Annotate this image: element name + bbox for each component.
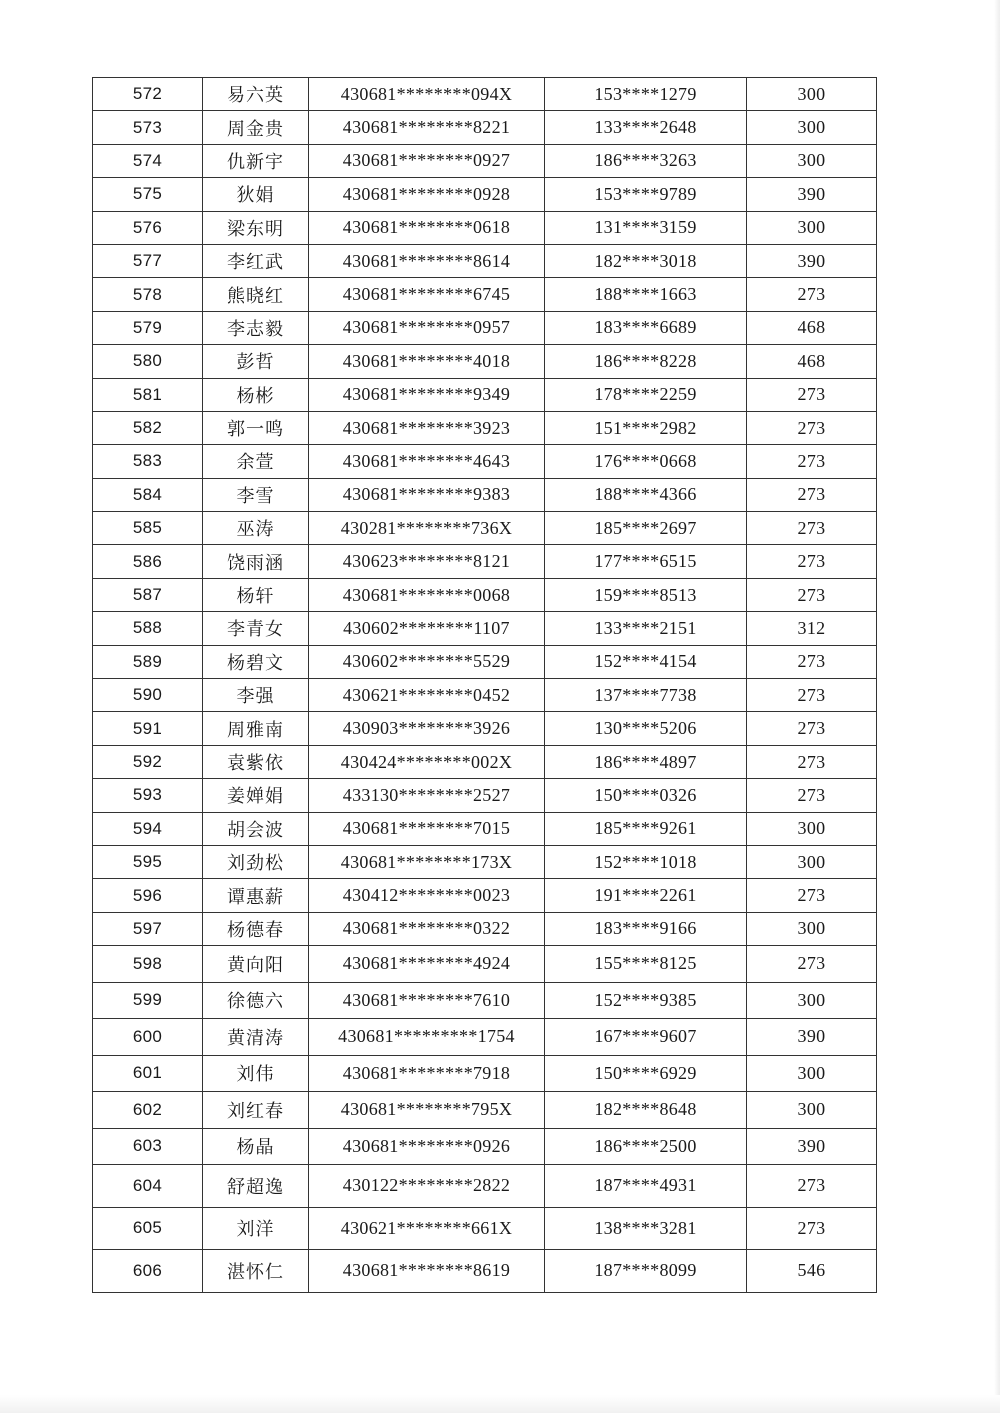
amount-cell: 273: [747, 478, 877, 511]
table-row: [93, 779, 877, 812]
row-number-cell: 603: [93, 1128, 203, 1165]
amount-cell: 300: [747, 111, 877, 144]
row-number-cell: 575: [93, 178, 203, 211]
table-row: [93, 1128, 877, 1165]
amount-cell: 300: [747, 144, 877, 177]
id-number-cell: 430621********661X: [309, 1207, 545, 1250]
phone-cell: 186****2500: [545, 1128, 747, 1165]
name-cell: 刘劲松: [203, 845, 309, 878]
row-number-cell: 579: [93, 311, 203, 344]
table-row: [93, 445, 877, 478]
id-number-cell: 430903********3926: [309, 712, 545, 745]
table-row: [93, 745, 877, 778]
table-row: [93, 244, 877, 277]
row-number-cell: 576: [93, 211, 203, 244]
table-row: [93, 278, 877, 311]
table-row: [93, 378, 877, 411]
amount-cell: 300: [747, 912, 877, 945]
amount-cell: 273: [747, 779, 877, 812]
table-row: [93, 411, 877, 444]
phone-cell: 183****6689: [545, 311, 747, 344]
record-table: [92, 77, 877, 1293]
name-cell: 梁东明: [203, 211, 309, 244]
name-cell: 舒超逸: [203, 1165, 309, 1208]
name-cell: 郭一鸣: [203, 411, 309, 444]
table-row: [93, 712, 877, 745]
name-cell: 饶雨涵: [203, 545, 309, 578]
table-row: [93, 1207, 877, 1250]
phone-cell: 177****6515: [545, 545, 747, 578]
table-row: [93, 545, 877, 578]
table-row: [93, 478, 877, 511]
table-row: [93, 1165, 877, 1208]
name-cell: 李雪: [203, 478, 309, 511]
id-number-cell: 430602********1107: [309, 612, 545, 645]
phone-cell: 138****3281: [545, 1207, 747, 1250]
phone-cell: 176****0668: [545, 445, 747, 478]
row-number-cell: 578: [93, 278, 203, 311]
phone-cell: 191****2261: [545, 879, 747, 912]
row-number-cell: 589: [93, 645, 203, 678]
amount-cell: 468: [747, 311, 877, 344]
id-number-cell: 430681********0322: [309, 912, 545, 945]
phone-cell: 183****9166: [545, 912, 747, 945]
name-cell: 徐德六: [203, 982, 309, 1019]
table-row: [93, 345, 877, 378]
phone-cell: 151****2982: [545, 411, 747, 444]
phone-cell: 187****8099: [545, 1250, 747, 1293]
name-cell: 胡会波: [203, 812, 309, 845]
id-number-cell: 430681********3923: [309, 411, 545, 444]
name-cell: 仇新宇: [203, 144, 309, 177]
phone-cell: 152****1018: [545, 845, 747, 878]
phone-cell: 155****8125: [545, 946, 747, 983]
phone-cell: 153****1279: [545, 78, 747, 111]
row-number-cell: 599: [93, 982, 203, 1019]
amount-cell: 390: [747, 1128, 877, 1165]
phone-cell: 159****8513: [545, 578, 747, 611]
id-number-cell: 430681********0068: [309, 578, 545, 611]
row-number-cell: 583: [93, 445, 203, 478]
row-number-cell: 593: [93, 779, 203, 812]
phone-cell: 152****9385: [545, 982, 747, 1019]
id-number-cell: 430681********0927: [309, 144, 545, 177]
amount-cell: 273: [747, 712, 877, 745]
id-number-cell: 430681********173X: [309, 845, 545, 878]
id-number-cell: 430281********736X: [309, 512, 545, 545]
amount-cell: 273: [747, 679, 877, 712]
id-number-cell: 430412********0023: [309, 879, 545, 912]
amount-cell: 273: [747, 1165, 877, 1208]
phone-cell: 130****5206: [545, 712, 747, 745]
row-number-cell: 605: [93, 1207, 203, 1250]
row-number-cell: 577: [93, 244, 203, 277]
table-row: [93, 1250, 877, 1293]
id-number-cell: 430681********6745: [309, 278, 545, 311]
phone-cell: 185****9261: [545, 812, 747, 845]
table-row: [93, 912, 877, 945]
amount-cell: 273: [747, 278, 877, 311]
row-number-cell: 585: [93, 512, 203, 545]
table-row: [93, 578, 877, 611]
row-number-cell: 600: [93, 1019, 203, 1056]
table-row: [93, 679, 877, 712]
phone-cell: 167****9607: [545, 1019, 747, 1056]
phone-cell: 153****9789: [545, 178, 747, 211]
amount-cell: 273: [747, 745, 877, 778]
record-table-body: [93, 78, 877, 1293]
id-number-cell: 430681********9383: [309, 478, 545, 511]
row-number-cell: 606: [93, 1250, 203, 1293]
row-number-cell: 588: [93, 612, 203, 645]
phone-cell: 187****4931: [545, 1165, 747, 1208]
id-number-cell: 430681********7918: [309, 1055, 545, 1092]
table-row: [93, 845, 877, 878]
id-number-cell: 430681********0618: [309, 211, 545, 244]
table-row: [93, 1019, 877, 1056]
row-number-cell: 602: [93, 1092, 203, 1129]
amount-cell: 273: [747, 411, 877, 444]
row-number-cell: 597: [93, 912, 203, 945]
table-row: [93, 111, 877, 144]
amount-cell: 273: [747, 1207, 877, 1250]
table-row: [93, 144, 877, 177]
id-number-cell: 430681********7610: [309, 982, 545, 1019]
table-row: [93, 178, 877, 211]
amount-cell: 300: [747, 78, 877, 111]
phone-cell: 133****2648: [545, 111, 747, 144]
id-number-cell: 430122********2822: [309, 1165, 545, 1208]
row-number-cell: 601: [93, 1055, 203, 1092]
row-number-cell: 574: [93, 144, 203, 177]
id-number-cell: 430681********4924: [309, 946, 545, 983]
amount-cell: 300: [747, 845, 877, 878]
name-cell: 杨德春: [203, 912, 309, 945]
phone-cell: 186****8228: [545, 345, 747, 378]
table-row: [93, 982, 877, 1019]
phone-cell: 185****2697: [545, 512, 747, 545]
page-bottom-shadow: [0, 1395, 1000, 1413]
table-row: [93, 645, 877, 678]
amount-cell: 300: [747, 1055, 877, 1092]
table-row: [93, 311, 877, 344]
name-cell: 周金贵: [203, 111, 309, 144]
name-cell: 李青女: [203, 612, 309, 645]
amount-cell: 273: [747, 512, 877, 545]
row-number-cell: 580: [93, 345, 203, 378]
id-number-cell: 430681********9349: [309, 378, 545, 411]
id-number-cell: 430681********0957: [309, 311, 545, 344]
table-row: [93, 812, 877, 845]
id-number-cell: 430681********4643: [309, 445, 545, 478]
phone-cell: 137****7738: [545, 679, 747, 712]
name-cell: 余萱: [203, 445, 309, 478]
id-number-cell: 430424********002X: [309, 745, 545, 778]
name-cell: 刘红春: [203, 1092, 309, 1129]
name-cell: 李志毅: [203, 311, 309, 344]
amount-cell: 273: [747, 946, 877, 983]
amount-cell: 273: [747, 645, 877, 678]
name-cell: 易六英: [203, 78, 309, 111]
id-number-cell: 430681********8619: [309, 1250, 545, 1293]
amount-cell: 273: [747, 378, 877, 411]
amount-cell: 390: [747, 1019, 877, 1056]
name-cell: 李强: [203, 679, 309, 712]
phone-cell: 186****3263: [545, 144, 747, 177]
name-cell: 杨晶: [203, 1128, 309, 1165]
id-number-cell: 430681********795X: [309, 1092, 545, 1129]
name-cell: 李红武: [203, 244, 309, 277]
row-number-cell: 592: [93, 745, 203, 778]
table-row: [93, 612, 877, 645]
row-number-cell: 604: [93, 1165, 203, 1208]
name-cell: 谭惠薪: [203, 879, 309, 912]
name-cell: 杨轩: [203, 578, 309, 611]
table-row: [93, 1092, 877, 1129]
row-number-cell: 598: [93, 946, 203, 983]
table-row: [93, 78, 877, 111]
amount-cell: 300: [747, 211, 877, 244]
row-number-cell: 594: [93, 812, 203, 845]
name-cell: 刘洋: [203, 1207, 309, 1250]
name-cell: 姜婵娟: [203, 779, 309, 812]
row-number-cell: 595: [93, 845, 203, 878]
table-row: [93, 512, 877, 545]
name-cell: 杨彬: [203, 378, 309, 411]
row-number-cell: 596: [93, 879, 203, 912]
phone-cell: 178****2259: [545, 378, 747, 411]
row-number-cell: 573: [93, 111, 203, 144]
id-number-cell: 430621********0452: [309, 679, 545, 712]
phone-cell: 186****4897: [545, 745, 747, 778]
row-number-cell: 591: [93, 712, 203, 745]
row-number-cell: 584: [93, 478, 203, 511]
id-number-cell: 430681********0928: [309, 178, 545, 211]
amount-cell: 300: [747, 982, 877, 1019]
phone-cell: 188****4366: [545, 478, 747, 511]
name-cell: 黄向阳: [203, 946, 309, 983]
table-row: [93, 211, 877, 244]
amount-cell: 273: [747, 545, 877, 578]
phone-cell: 152****4154: [545, 645, 747, 678]
name-cell: 黄清涛: [203, 1019, 309, 1056]
id-number-cell: 430681********4018: [309, 345, 545, 378]
row-number-cell: 587: [93, 578, 203, 611]
phone-cell: 133****2151: [545, 612, 747, 645]
amount-cell: 546: [747, 1250, 877, 1293]
table-row: [93, 946, 877, 983]
id-number-cell: 430681*********1754: [309, 1019, 545, 1056]
phone-cell: 131****3159: [545, 211, 747, 244]
id-number-cell: 430681********8614: [309, 244, 545, 277]
name-cell: 湛怀仁: [203, 1250, 309, 1293]
name-cell: 袁紫依: [203, 745, 309, 778]
id-number-cell: 430602********5529: [309, 645, 545, 678]
amount-cell: 273: [747, 879, 877, 912]
page-edge-shadow: [994, 0, 1000, 1413]
amount-cell: 300: [747, 812, 877, 845]
phone-cell: 182****8648: [545, 1092, 747, 1129]
amount-cell: 390: [747, 244, 877, 277]
id-number-cell: 430681********7015: [309, 812, 545, 845]
phone-cell: 150****6929: [545, 1055, 747, 1092]
amount-cell: 390: [747, 178, 877, 211]
id-number-cell: 430681********8221: [309, 111, 545, 144]
table-row: [93, 879, 877, 912]
name-cell: 刘伟: [203, 1055, 309, 1092]
name-cell: 彭哲: [203, 345, 309, 378]
id-number-cell: 430623********8121: [309, 545, 545, 578]
table-row: [93, 1055, 877, 1092]
row-number-cell: 590: [93, 679, 203, 712]
phone-cell: 188****1663: [545, 278, 747, 311]
row-number-cell: 581: [93, 378, 203, 411]
name-cell: 周雅南: [203, 712, 309, 745]
row-number-cell: 586: [93, 545, 203, 578]
amount-cell: 468: [747, 345, 877, 378]
id-number-cell: 433130********2527: [309, 779, 545, 812]
row-number-cell: 582: [93, 411, 203, 444]
id-number-cell: 430681********094X: [309, 78, 545, 111]
name-cell: 杨碧文: [203, 645, 309, 678]
name-cell: 熊晓红: [203, 278, 309, 311]
amount-cell: 273: [747, 445, 877, 478]
amount-cell: 312: [747, 612, 877, 645]
amount-cell: 273: [747, 578, 877, 611]
phone-cell: 150****0326: [545, 779, 747, 812]
name-cell: 巫涛: [203, 512, 309, 545]
row-number-cell: 572: [93, 78, 203, 111]
amount-cell: 300: [747, 1092, 877, 1129]
name-cell: 狄娟: [203, 178, 309, 211]
id-number-cell: 430681********0926: [309, 1128, 545, 1165]
phone-cell: 182****3018: [545, 244, 747, 277]
